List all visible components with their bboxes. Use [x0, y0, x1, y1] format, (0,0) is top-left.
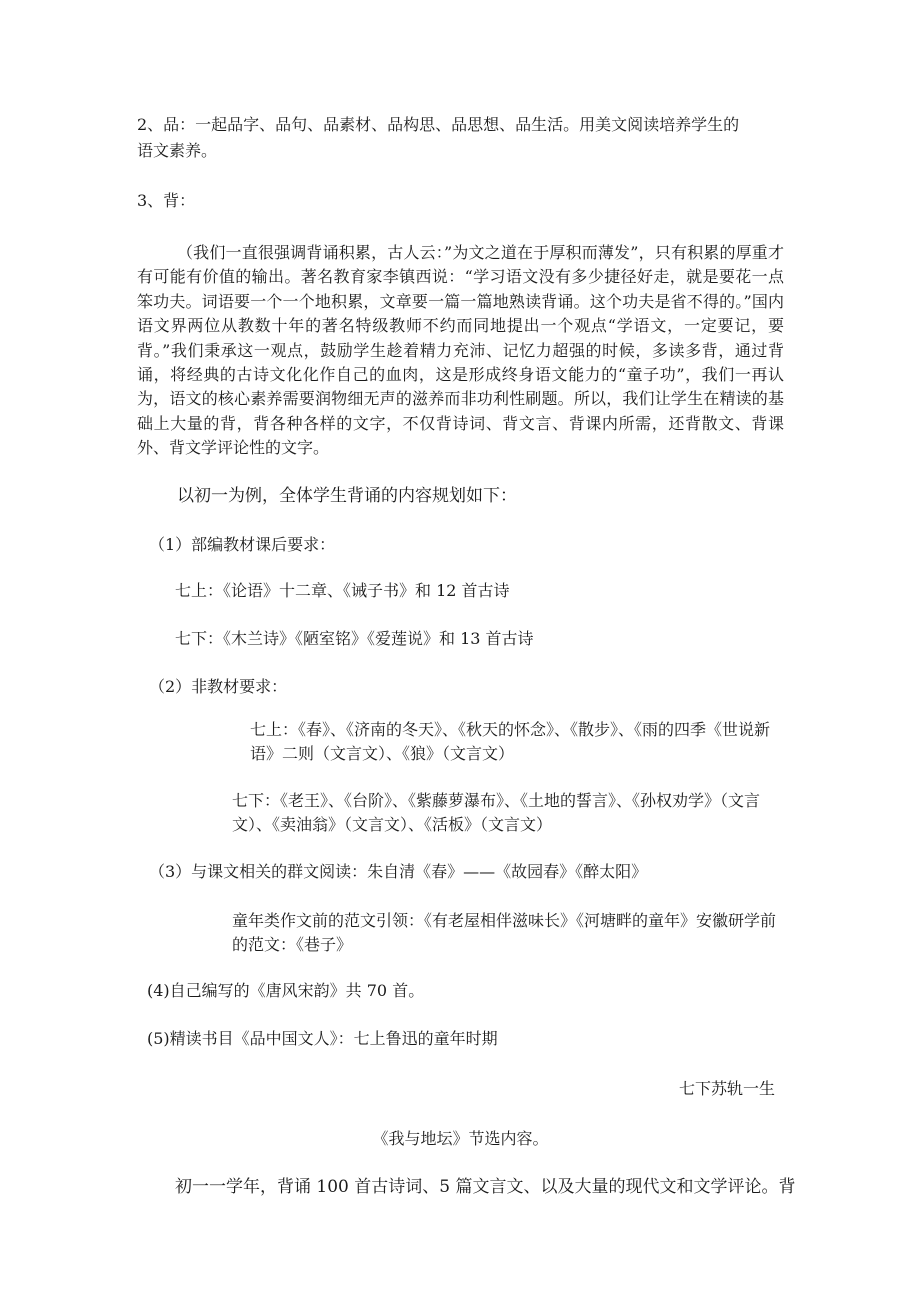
list-item-title: （2）非教材要求：	[149, 677, 288, 696]
list-item-title: （1）部编教材课后要求：	[149, 535, 336, 554]
list-item-title: (5)精读书目《品中国文人》：七上鲁迅的童年时期	[147, 1029, 498, 1048]
text-line: 语文素养。	[137, 141, 218, 160]
centered-line: 《我与地坛》节选内容。	[372, 1129, 549, 1148]
list-item: 七上：《春》、《济南的冬天》、《秋天的怀念》、《散步》、《雨的四季《世说新语》二则（文言文）、《狼》（文言文）	[250, 720, 771, 764]
list-item-title: (4)自己编写的《唐风宋韵》共 70 首。	[147, 981, 425, 1000]
list-item-title: （3）与课文相关的群文阅读：朱自清《春》——《故园春》《醉太阳》	[149, 862, 648, 881]
list-item: 七下：《老王》、《台阶》、《紫藤萝瀑布》、《土地的誓言》、《孙权劝学》（文言文）、《卖油翁》（文言文）、《活板》（文言文）	[232, 791, 761, 835]
section-heading: 3、背：	[137, 191, 196, 210]
right-aligned-line: 七下苏轨一生	[678, 1079, 775, 1098]
list-item: 童年类作文前的范文引领：《有老屋相伴滋味长》《河塘畔的童年》安徽研学前的范文：《巷子》	[232, 911, 777, 955]
list-item: 七下：《木兰诗》《陋室铭》《爱莲说》和 13 首古诗	[175, 629, 534, 648]
list-item: 七上：《论语》十二章、《诫子书》和 12 首古诗	[175, 581, 510, 600]
body-paragraph: （我们一直很强调背诵积累，古人云：”为文之道在于厚积而薄发”，只有积累的厚重才有可能有价值的输出。著名教育家李镇西说：“学习语文没有多少捷径好走，就是要花一点笨功夫。词语要一个一个地积累，文章要一篇一篇地熟读背诵。这个功夫是省不得的。”国内语文界两位从教数十年的著名特级教师不约而同地提出一个观点“学语文，一定要记，要背。”我们秉承这一观点，鼓励学生趁着精力充沛、记忆力超强的时候，多读多背，通过背诵，将经典的古诗文化化作自己的血肉，这是形成终身语文能力的“童子功”，我们一再认为，语文的核心素养需要润物细无声的滋养而非功利性刷题。所以，我们让学生在精读的基础上大量的背，背各种各样的文字，不仅背诗词、背文言、背课内所需，还背散文、背课外、背文学评论性的文字。	[137, 243, 784, 458]
text-line: 2、品：一起品字、品句、品素材、品构思、品思想、品生活。用美文阅读培养学生的	[137, 115, 740, 134]
text-line: 初一一学年，背诵 100 首古诗词、5 篇文言文、以及大量的现代文和文学评论。背	[175, 1177, 796, 1197]
plan-intro: 以初一为例，全体学生背诵的内容规划如下：	[177, 486, 517, 506]
